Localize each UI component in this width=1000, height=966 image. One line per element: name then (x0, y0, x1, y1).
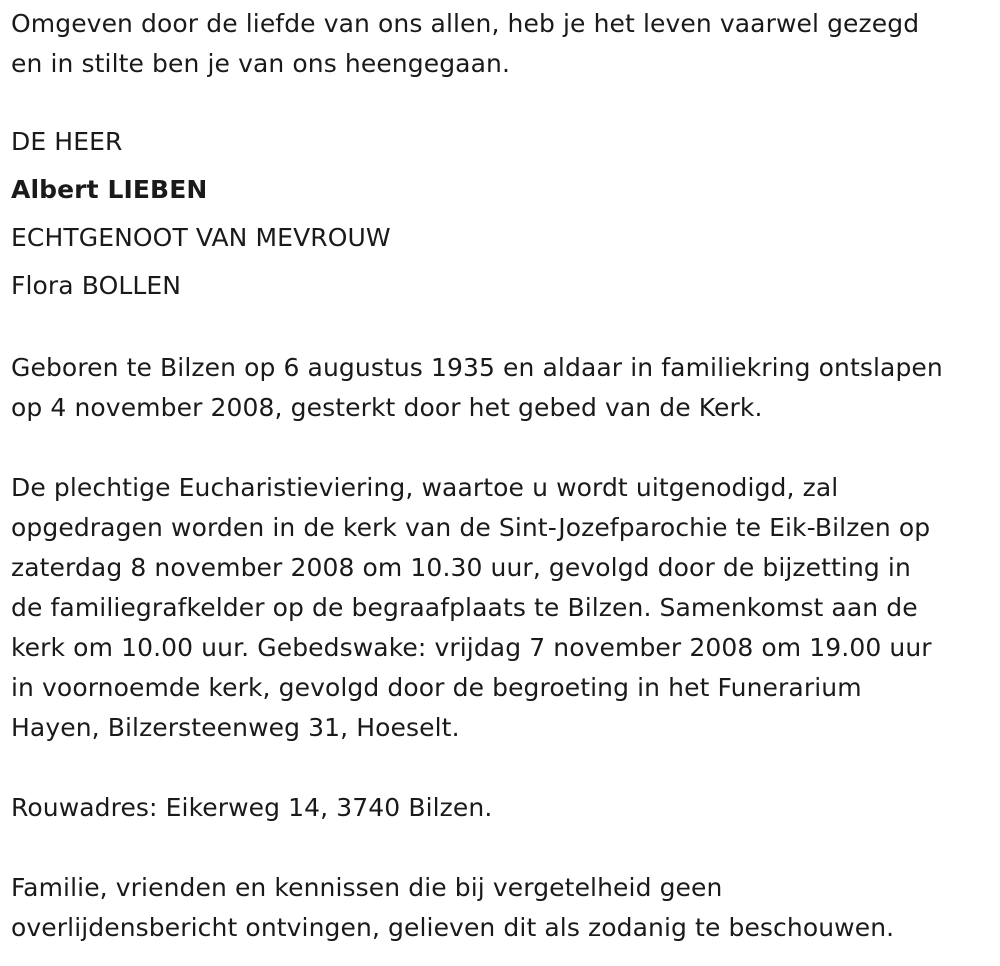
closing-line: Familie, vrienden en kennissen die bij vergetelheid geen (11, 873, 723, 902)
deceased-block (11, 118, 996, 310)
ceremony-line: Hayen, Bilzersteenweg 31, Hoeselt. (11, 713, 460, 742)
birth-death-line: op 4 november 2008, gesterkt door het gebed van de Kerk. (11, 393, 763, 422)
opening-line: en in stilte ben je van ons heengegaan. (11, 49, 510, 78)
birth-death-paragraph (11, 348, 996, 428)
spacer (11, 428, 996, 468)
ceremony-line: De plechtige Eucharistieviering, waartoe u wordt uitgenodigd, zal (11, 473, 839, 502)
spacer (11, 308, 996, 348)
ceremony-line: de familiegrafkelder op de begraafplaats te Bilzen. Samenkomst aan de (11, 593, 918, 622)
opening-paragraph (11, 4, 996, 84)
ceremony-line: opgedragen worden in de kerk van de Sint-Jozefparochie te Eik-Bilzen op (11, 513, 931, 542)
mourning-address: Rouwadres: Eikerweg 14, 3740 Bilzen. (11, 793, 493, 822)
closing-paragraph (11, 868, 996, 948)
birth-death-line: Geboren te Bilzen op 6 augustus 1935 en aldaar in familiekring ontslapen (11, 353, 943, 382)
address-paragraph (11, 788, 996, 828)
spacer (11, 748, 996, 788)
closing-line: overlijdensbericht ontvingen, gelieven dit als zodanig te beschouwen. (11, 913, 895, 942)
obituary-notice (11, 4, 996, 948)
spouse-name: Flora BOLLEN (11, 271, 182, 300)
opening-line: Omgeven door de liefde van ons allen, heb je het leven vaarwel gezegd (11, 9, 920, 38)
deceased-name: Albert LIEBEN (11, 175, 208, 204)
ceremony-paragraph (11, 468, 996, 748)
ceremony-line: zaterdag 8 november 2008 om 10.30 uur, gevolgd door de bijzetting in (11, 553, 911, 582)
deceased-relation: ECHTGENOOT VAN MEVROUW (11, 223, 391, 252)
ceremony-line: in voornoemde kerk, gevolgd door de begroeting in het Funerarium (11, 673, 862, 702)
ceremony-line: kerk om 10.00 uur. Gebedswake: vrijdag 7 november 2008 om 19.00 uur (11, 633, 932, 662)
spacer (11, 828, 996, 868)
deceased-title: DE HEER (11, 127, 123, 156)
